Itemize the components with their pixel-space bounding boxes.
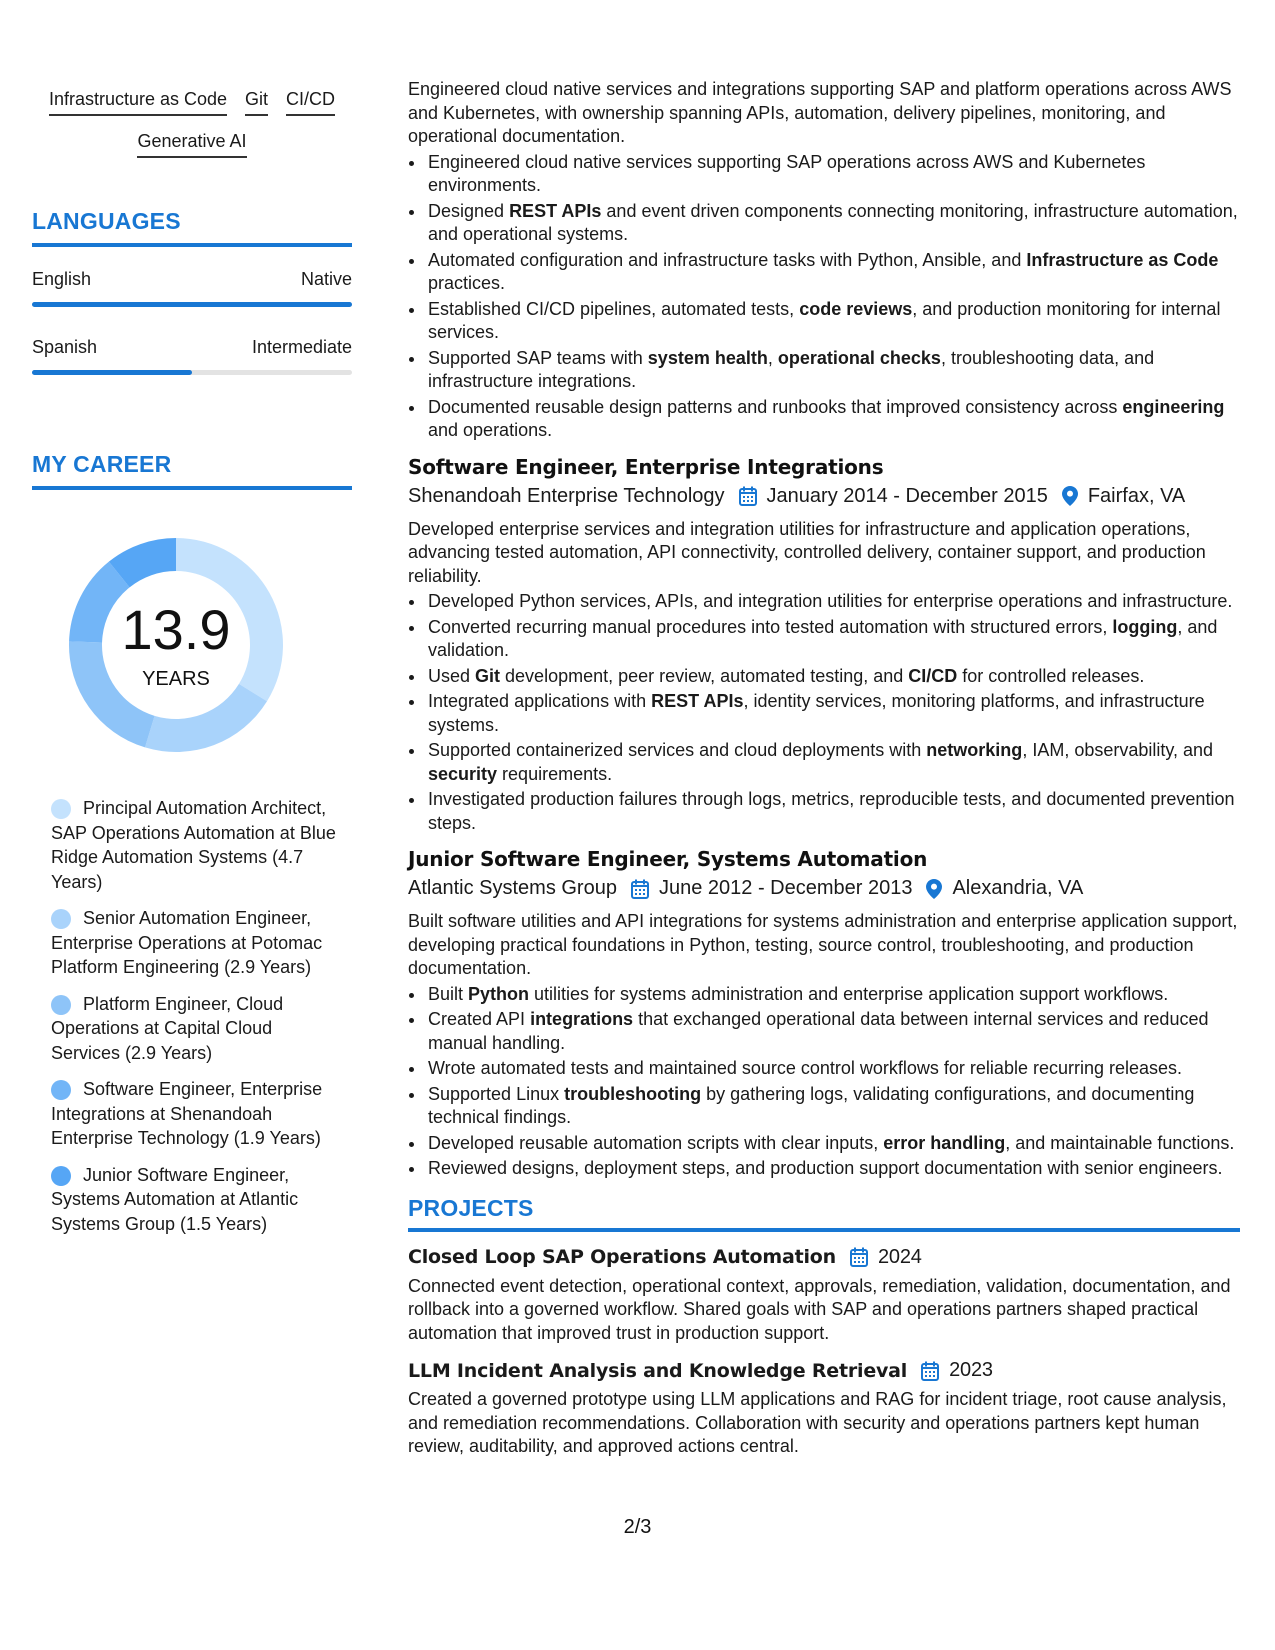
job-bullet: • Created API integrations that exchanged operational data between internal services and reduced manual handling.: [426, 1008, 1240, 1055]
job-entry: [408, 78, 1240, 443]
calendar-icon: [631, 879, 649, 899]
legend-dot: [51, 1080, 71, 1100]
career-legend-item: [51, 796, 341, 894]
legend-dot: [51, 799, 71, 819]
skill-chip: Infrastructure as Code: [49, 88, 227, 116]
career-legend-label: Software Engineer, Enterprise Integrations at Shenandoah Enterprise Technology (1.9 Years): [51, 1079, 323, 1148]
language-level-bar: [32, 302, 352, 307]
language-level: Native: [300, 269, 352, 289]
job-meta: [408, 877, 1240, 900]
page-number: 2/3: [623, 1516, 652, 1538]
projects-heading: PROJECTS: [408, 1194, 534, 1221]
job-bullets: [408, 151, 1240, 443]
job-summary: Developed enterprise services and integration utilities for infrastructure and application operations, advancing tested automation, API connectivity, controlled delivery, container support, and production reliability.: [408, 518, 1206, 586]
project-title-row: [408, 1246, 1240, 1269]
career-legend-label: Senior Automation Engineer, Enterprise Operations at Potomac Platform Engineering (2.9 Years): [51, 908, 323, 977]
job-bullets: [408, 983, 1240, 1181]
legend-dot: [51, 995, 71, 1015]
job-title: Software Engineer, Enterprise Integrations: [408, 454, 884, 479]
skill-chip: Generative AI: [137, 130, 246, 158]
legend-dot: [51, 909, 71, 929]
job-summary: Engineered cloud native services and integrations supporting SAP and platform operations across AWS and Kubernetes, with ownership spanning APIs, automation, delivery pipelines, monitoring, and operational documentation.: [408, 79, 1232, 146]
language-row: [32, 337, 352, 358]
job-bullet: • Established CI/CD pipelines, automated tests, code reviews, and production monitoring for internal services.: [426, 298, 1240, 345]
job-bullet: • Automated configuration and infrastructure tasks with Python, Ansible, and Infrastructure as Code practices.: [426, 249, 1240, 296]
job-bullet: • Designed REST APIs and event driven components connecting monitoring, infrastructure automation, and operational systems.: [426, 200, 1240, 247]
job-title: Junior Software Engineer, Systems Automation: [408, 847, 928, 871]
job-bullet: • Used Git development, peer review, automated testing, and CI/CD for controlled releases.: [426, 665, 1240, 689]
job-dates: June 2012 - December 2013: [658, 877, 913, 899]
calendar-icon: [850, 1247, 868, 1267]
job-bullet: • Reviewed designs, deployment steps, and production support documentation with senior engineers.: [426, 1157, 1240, 1181]
skill-chip: CI/CD: [286, 88, 335, 116]
career-legend-item: [51, 1077, 341, 1151]
project-year: 2023: [949, 1359, 993, 1381]
job-location: Alexandria, VA: [952, 877, 1084, 899]
language-level-bar: [32, 370, 352, 375]
job-entry: [408, 847, 1240, 1181]
career-heading: MY CAREER: [32, 451, 172, 477]
project-name: LLM Incident Analysis and Knowledge Retrieval: [408, 1359, 908, 1382]
project-title-row: [408, 1359, 1240, 1382]
job-bullet: • Documented reusable design patterns and runbooks that improved consistency across engineering and operations.: [426, 396, 1240, 443]
job-bullet: • Developed reusable automation scripts with clear inputs, error handling, and maintainable functions.: [426, 1132, 1240, 1156]
location-pin-icon: [926, 879, 942, 899]
left-column: [32, 80, 352, 1248]
language-level-fill: [32, 302, 352, 307]
languages-heading: LANGUAGES: [32, 208, 181, 234]
skill-chip: Git: [245, 88, 268, 116]
job-bullet: • Supported containerized services and cloud deployments with networking, IAM, observability, and security requirements.: [426, 739, 1240, 786]
legend-dot: [51, 1166, 71, 1186]
language-name: Spanish: [32, 337, 98, 357]
career-total-years: 13.9: [121, 598, 231, 661]
job-entry: [408, 455, 1240, 836]
project-name: Closed Loop SAP Operations Automation: [408, 1246, 836, 1268]
projects-section: [408, 1195, 1240, 1459]
career-legend-item: [51, 1163, 341, 1237]
language-name: English: [32, 269, 92, 289]
career-legend-label: Junior Software Engineer, Systems Automation at Atlantic Systems Group (1.5 Years): [51, 1164, 299, 1234]
job-bullet: • Built Python utilities for systems administration and enterprise application support workflows.: [426, 983, 1240, 1007]
project-description: Connected event detection, operational context, approvals, remediation, validation, documentation, and rollback into a governed workflow. Shared goals with SAP and operations partners shaped practical automation that improved trust in production support.: [408, 1275, 1231, 1343]
job-bullet: • Converted recurring manual procedures into tested automation with structured errors, logging, and validation.: [426, 616, 1240, 663]
job-location: Fairfax, VA: [1087, 484, 1186, 507]
career-total-unit: YEARS: [142, 668, 210, 690]
section-divider: [32, 486, 352, 490]
right-column: [408, 78, 1240, 1459]
job-bullet: • Engineered cloud native services supporting SAP operations across AWS and Kubernetes environments.: [426, 151, 1240, 198]
career-legend-item: [51, 906, 341, 980]
languages-section: [32, 208, 352, 375]
career-section: [32, 451, 352, 1236]
language-level: Intermediate: [251, 337, 352, 357]
career-legend-item: [51, 992, 341, 1066]
language-row: [32, 269, 352, 290]
job-company: Shenandoah Enterprise Technology: [408, 484, 725, 507]
job-bullet: • Supported SAP teams with system health, operational checks, troubleshooting data, and infrastructure integrations.: [426, 347, 1240, 394]
location-pin-icon: [1062, 486, 1078, 506]
career-donut-chart: [61, 530, 291, 760]
donut-slice: [145, 684, 267, 752]
career-legend-label: Principal Automation Architect, SAP Operations Automation at Blue Ridge Automation Systems (4.7 Years): [51, 798, 336, 892]
job-summary: Built software utilities and API integrations for systems administration and enterprise application support, developing practical foundations in Python, testing, source control, troubleshooting, and production documentation.: [408, 911, 1238, 978]
job-bullets: [408, 590, 1240, 835]
section-divider: [408, 1228, 1240, 1232]
job-bullet: • Supported Linux troubleshooting by gathering logs, validating configurations, and documenting technical findings.: [426, 1083, 1240, 1130]
calendar-icon: [739, 486, 757, 506]
job-dates: January 2014 - December 2015: [766, 484, 1048, 507]
career-legend: [32, 796, 352, 1236]
job-bullet: • Wrote automated tests and maintained source control workflows for reliable recurring releases.: [426, 1057, 1240, 1081]
section-divider: [32, 243, 352, 247]
job-bullet: • Developed Python services, APIs, and integration utilities for enterprise operations and infrastructure.: [426, 590, 1240, 614]
career-legend-label: Platform Engineer, Cloud Operations at Capital Cloud Services (2.9 Years): [51, 993, 284, 1063]
job-meta: [408, 485, 1240, 508]
project-year: 2024: [877, 1245, 922, 1268]
project-description: Created a governed prototype using LLM applications and RAG for incident triage, root cause analysis, and remediation recommendations. Collaboration with security and operations partners kept human review, auditability, and approved actions central.: [408, 1389, 1227, 1456]
job-bullet: • Integrated applications with REST APIs, identity services, monitoring platforms, and infrastructure systems.: [426, 690, 1240, 737]
skills-chips: [32, 88, 352, 158]
job-bullet: • Investigated production failures through logs, metrics, reproducible tests, and documented prevention steps.: [426, 788, 1240, 835]
language-level-fill: [32, 370, 192, 375]
calendar-icon: [921, 1361, 939, 1381]
job-company: Atlantic Systems Group: [408, 877, 617, 899]
